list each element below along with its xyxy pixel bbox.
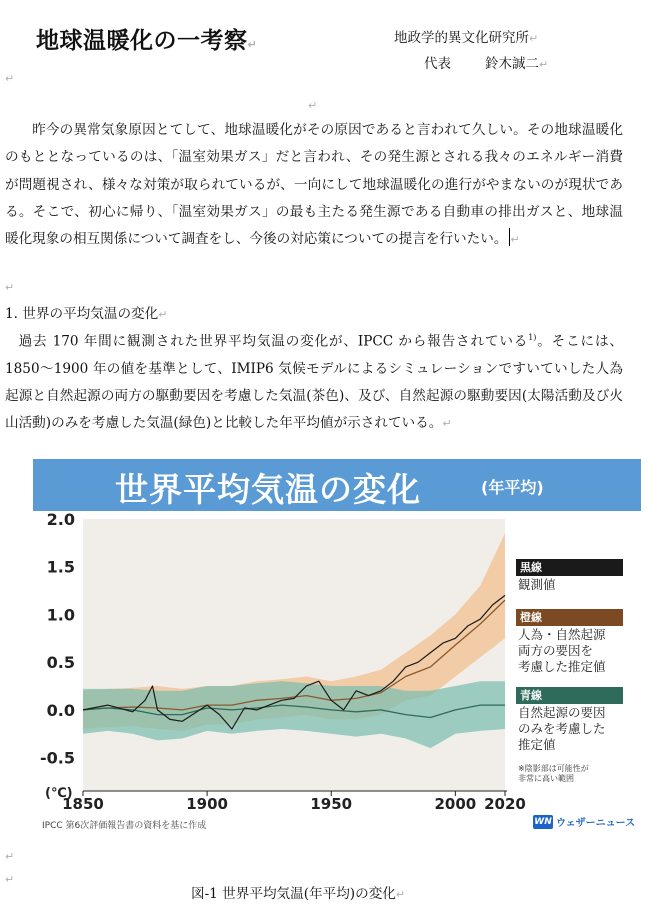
legend-head-observed: 黒線 bbox=[516, 559, 623, 576]
y-unit-label: (℃) bbox=[45, 785, 73, 801]
x-tick-label: 1850 bbox=[62, 795, 104, 811]
weathernews-logo-icon: WN bbox=[534, 816, 552, 827]
y-tick-label: 0.5 bbox=[46, 653, 75, 673]
figure-image bbox=[33, 459, 641, 837]
paragraph-mark-icon: ↵ bbox=[5, 281, 15, 294]
representative-role: 代表 bbox=[424, 56, 451, 72]
weathernews-logo-text: ウェザーニュース bbox=[556, 818, 636, 829]
paragraph-mark-icon: ↵ bbox=[247, 38, 258, 51]
legend-head-natural: 青線 bbox=[516, 687, 623, 704]
organization-name: 地政学的異文化研究所↵ bbox=[394, 30, 539, 46]
paragraph-mark-icon: ↵ bbox=[5, 850, 15, 863]
representative-name: 鈴木誠二↵ bbox=[485, 56, 549, 72]
paragraph-mark-icon: ↵ bbox=[510, 233, 520, 247]
document-title: 地球温暖化の一考察↵ bbox=[36, 27, 258, 54]
y-tick-label: -0.5 bbox=[40, 748, 75, 768]
legend-desc-observed: 観測値 bbox=[518, 577, 556, 592]
weathernews-logo bbox=[533, 814, 635, 829]
y-tick-label: 1.5 bbox=[46, 557, 75, 577]
paragraph-mark-icon: ↵ bbox=[529, 32, 539, 45]
y-tick-label: 2.0 bbox=[46, 511, 75, 529]
figure-banner-title: 世界平均気温の変化 bbox=[115, 470, 421, 509]
intro-paragraph[interactable]: 昨今の異常気象原因とてして、地球温暖化がその原因であると言われて久しい。その地球温暖化のもととなっているのは、「温室効果ガス」だと言われ、その発生源とされる我々のエネルギー消費が問題視され、様々な対策が取られているが、一向にして地球温暖化の進行がやまないのが現状である。そこで、初心に帰り、「温室効果ガス」の最も主たる発生源である自動車の排出ガスと、地球温暖化現象の相互関係について調査をし、今後の対応策についての提言を行いたい。 ↵ bbox=[5, 122, 623, 248]
x-tick-label: 1900 bbox=[186, 795, 228, 811]
x-tick-label: 2000 bbox=[434, 795, 477, 811]
paragraph-mark-icon: ↵ bbox=[308, 99, 318, 112]
paragraph-mark-icon: ↵ bbox=[539, 58, 549, 71]
paragraph-mark-icon: ↵ bbox=[5, 873, 15, 886]
figure-caption: 図-1 世界平均気温(年平均)の変化↵ bbox=[191, 886, 406, 902]
legend-desc-natural: 自然起源の要因 のみを考慮した 推定値 bbox=[518, 705, 606, 752]
figure-source: IPCC 第6次評価報告書の資料を基に作成 bbox=[42, 821, 207, 831]
figure-banner-subtitle: (年平均) bbox=[481, 478, 544, 497]
paragraph-mark-icon: ↵ bbox=[442, 417, 452, 431]
section-paragraph[interactable]: 過去 170 年間に観測された世界平均気温の変化が、IPCC から報告されている$^{1)}$。そこには、1850～1900 年の値を基準として、IMIP6 気候モデルによるシミュレーションですいていした人為起源と自然起源の両方の駆動要因を考慮した気温(茶色)、及び、自然起源の駆動要因(太陽活動及び火山活動)のみを考慮した気温(緑色)と比較した年平均値が示されている。↵ bbox=[5, 333, 623, 432]
x-tick-label: 1950 bbox=[310, 795, 353, 811]
section-heading: 1. 世界の平均気温の変化↵ bbox=[5, 306, 168, 322]
x-tick-label: 2020 bbox=[484, 795, 526, 811]
paragraph-mark-icon: ↵ bbox=[5, 72, 15, 85]
y-tick-label: 0.0 bbox=[46, 700, 75, 720]
paragraph-mark-icon: ↵ bbox=[158, 308, 168, 321]
footnote-ref: 1) bbox=[528, 333, 537, 342]
legend-desc-combined: 人為・自然起源 両方の要因を 考慮した推定値 bbox=[518, 627, 606, 674]
legend-note: ※陰影部は可能性が 非常に高い範囲 bbox=[518, 764, 589, 783]
paragraph-mark-icon: ↵ bbox=[395, 888, 406, 901]
legend-head-combined: 橙線 bbox=[516, 609, 623, 626]
figure-banner bbox=[33, 459, 641, 511]
y-tick-label: 1.0 bbox=[46, 605, 75, 625]
